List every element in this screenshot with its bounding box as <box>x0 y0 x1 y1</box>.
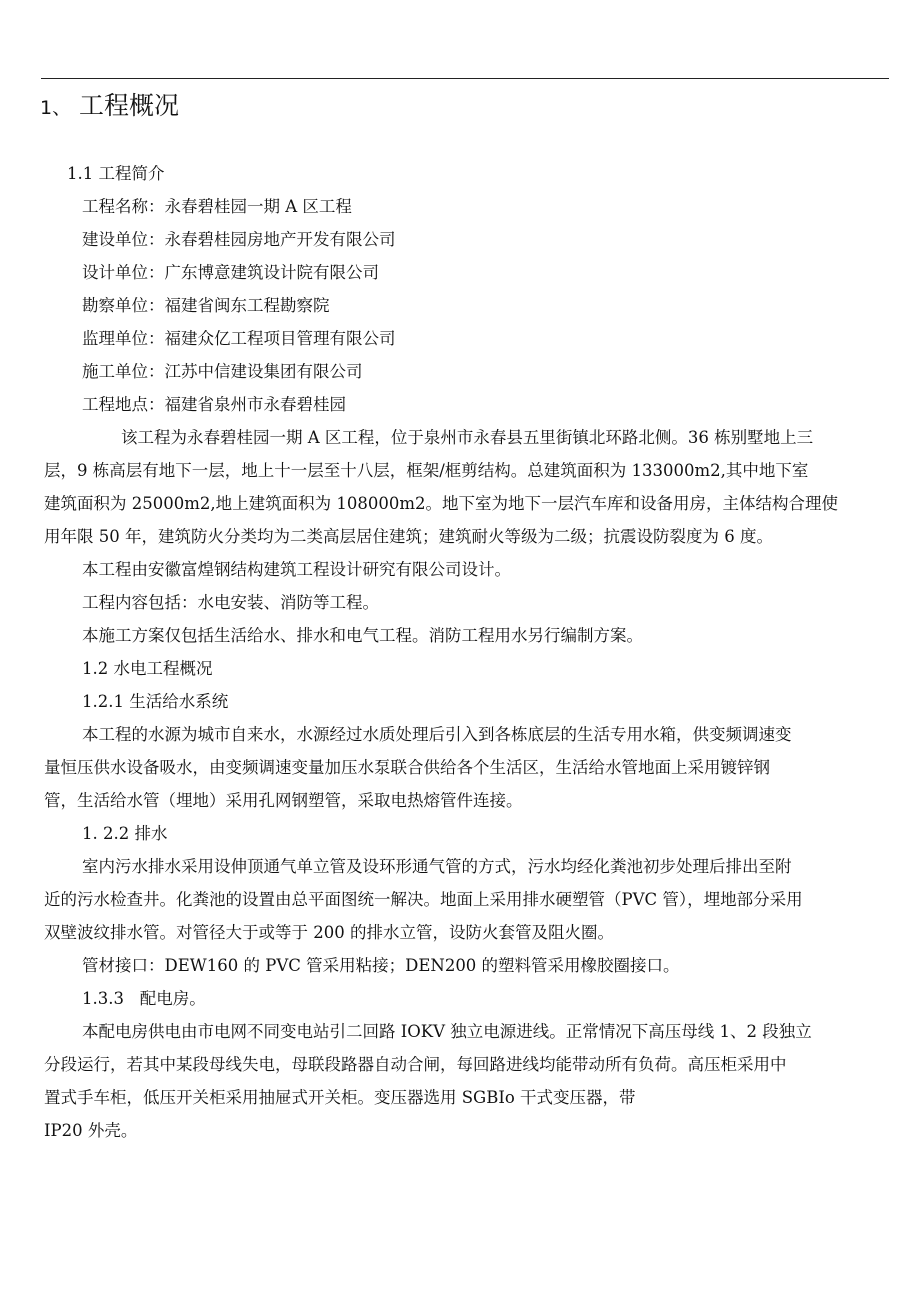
chapter-number: 1、 <box>40 97 72 119</box>
power-para-line: 本配电房供电由市电网不同变电站引二回路 IOKV 独立电源进线。正常情况下高压母线 1、2 段独立 <box>82 1022 812 1041</box>
chapter-title: 工程概况 <box>79 91 180 120</box>
content-note: 工程内容包括：水电安装、消防等工程。 <box>82 593 379 612</box>
design-unit: 设计单位：广东博意建筑设计院有限公司 <box>82 263 379 282</box>
drain-para-line: 近的污水检查井。化粪池的设置由总平面图统一解决。地面上采用排水硬塑管（PVC 管），埋地部分采用 <box>44 890 803 909</box>
chapter-heading <box>40 88 179 126</box>
section-heading-1-3-3: 1.3.3 配电房。 <box>82 989 206 1008</box>
drain-para-line: 双壁波纹排水管。对管径大于或等于 200 的排水立管，设防火套管及阻火圈。 <box>44 923 614 942</box>
scope-note: 本施工方案仅包括生活给水、排水和电气工程。消防工程用水另行编制方案。 <box>82 626 643 645</box>
pipe-joint-note: 管材接口：DEW160 的 PVC 管采用粘接；DEN200 的塑料管采用橡胶圈接口。 <box>82 956 680 975</box>
overview-para-line: 层，9 栋高层有地下一层，地上十一层至十八层，框架/框剪结构。总建筑面积为 133000m2,其中地下室 <box>44 461 809 480</box>
construction-unit: 建设单位：永春碧桂园房地产开发有限公司 <box>82 230 396 249</box>
water-para-line: 本工程的水源为城市自来水，水源经过水质处理后引入到各栋底层的生活专用水箱，供变频调速变 <box>82 725 792 744</box>
header-rule <box>41 78 889 79</box>
section-heading-1-2-2: 1. 2.2 排水 <box>82 824 168 843</box>
section-heading-1-1: 1.1 工程简介 <box>67 164 165 183</box>
water-para-line: 量恒压供水设备吸水，由变频调速变量加压水泵联合供给各个生活区，生活给水管地面上采用镀锌钢 <box>44 758 770 777</box>
overview-para-line: 建筑面积为 25000m2,地上建筑面积为 108000m2。地下室为地下一层汽车库和设备用房，主体结构合理使 <box>44 494 838 513</box>
drain-para-line: 室内污水排水采用设伸顶通气单立管及设环形通气管的方式，污水均经化粪池初步处理后排出至附 <box>82 857 792 876</box>
project-name: 工程名称：永春碧桂园一期 A 区工程 <box>82 197 352 216</box>
overview-para-line: 用年限 50 年，建筑防火分类均为二类高层居住建筑；建筑耐火等级为二级；抗震设防裂度为 6 度。 <box>44 527 773 546</box>
project-location: 工程地点：福建省泉州市永春碧桂园 <box>82 395 346 414</box>
survey-unit: 勘察单位：福建省闽东工程勘察院 <box>82 296 330 315</box>
power-para-line: 分段运行，若其中某段母线失电，母联段路器自动合闸，每回路进线均能带动所有负荷。高压柜采用中 <box>44 1055 787 1074</box>
overview-para-line: 该工程为永春碧桂园一期 A 区工程，位于泉州市永春县五里街镇北环路北侧。36 栋别墅地上三 <box>121 428 814 447</box>
section-heading-1-2-1: 1.2.1 生活给水系统 <box>82 692 229 711</box>
water-para-line: 管，生活给水管（埋地）采用孔网钢塑管，采取电热熔管件连接。 <box>44 791 523 810</box>
power-para-line: 置式手车柜，低压开关柜采用抽屉式开关柜。变压器选用 SGBIo 干式变压器，带 <box>44 1088 636 1107</box>
supervision-unit: 监理单位：福建众亿工程项目管理有限公司 <box>82 329 396 348</box>
design-note: 本工程由安徽富煌钢结构建筑工程设计研究有限公司设计。 <box>82 560 511 579</box>
section-heading-1-2: 1.2 水电工程概况 <box>82 659 213 678</box>
power-para-line: IP20 外壳。 <box>44 1121 138 1140</box>
contractor-unit: 施工单位：江苏中信建设集团有限公司 <box>82 362 363 381</box>
